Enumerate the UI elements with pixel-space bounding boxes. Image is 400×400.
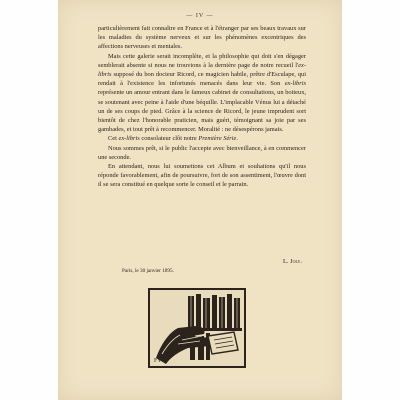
paragraph-3	[98, 134, 306, 143]
paragraph-2-part-2: supposé du bon docteur Ricord, ce magicien habile, prêtre d'Esculape, qui rendait à l'existence les infortunés menacés dans leur vie. Son	[98, 71, 306, 88]
page-number: — IV —	[186, 13, 214, 19]
paragraph-2-part-3: représente un amour entrant dans le fameux cabinet de consultations, un boiteux, se soutenant avec peine à l'aide d'une béquille. L'implacable Vénus lui a détaché un de ses coups de pied. Grâce à la science de Ricord, le jeune imprudent sort bientôt de chez l'honorable praticien, mais guéri, témoignant sa joie par ses gambades, et tout prêt à recommencer. Moralité : ne désespérons jamais.	[98, 89, 306, 134]
body-text	[98, 24, 306, 190]
book-page	[58, 0, 342, 400]
paragraph-5: En attendant, nous lui soumettons cet Album et souhaitons qu'il nous réponde favorablement, afin de poursuivre, fort de son assentiment, l'œuvre dont il se sera constitué en quelque sorte le conseil et le parrain.	[98, 163, 306, 189]
signature: L. Joly.	[282, 258, 302, 265]
ex-libris-italic: ex-libris	[98, 61, 306, 79]
vignette-monogram: FV	[154, 358, 162, 364]
paragraph-2-part-1: Mais cette galerie serait incomplète, et la philosophie qui doit s'en dégager semblerait absente si nous ne trouvions à la dernière page de notre recueil l'	[98, 52, 306, 69]
series-title-italic: Première Série	[198, 135, 237, 143]
paragraph-2	[98, 52, 306, 135]
paragraph-4: Nous sommes prêt, si le public l'accepte avec bienveillance, à en commencer une seconde.	[98, 144, 306, 161]
paragraph-3-part-3: .	[236, 135, 238, 143]
ex-libris-italic: ex-libris	[118, 135, 140, 143]
ex-libris-italic: ex-libris	[284, 80, 306, 88]
paragraph-1: particulièrement fait connaître en France et à l'étranger par ses beaux travaux sur les maladies du système nerveux et sur les phénomènes excentriques des affections nerveuses et mentales.	[98, 25, 306, 51]
woodcut-vignette	[148, 288, 246, 368]
paragraph-3-part-1: Cet	[108, 135, 119, 143]
paragraph-3-part-2: consolateur clôt notre	[139, 135, 199, 143]
dateline: Paris, le 30 janvier 1895.	[122, 268, 174, 274]
